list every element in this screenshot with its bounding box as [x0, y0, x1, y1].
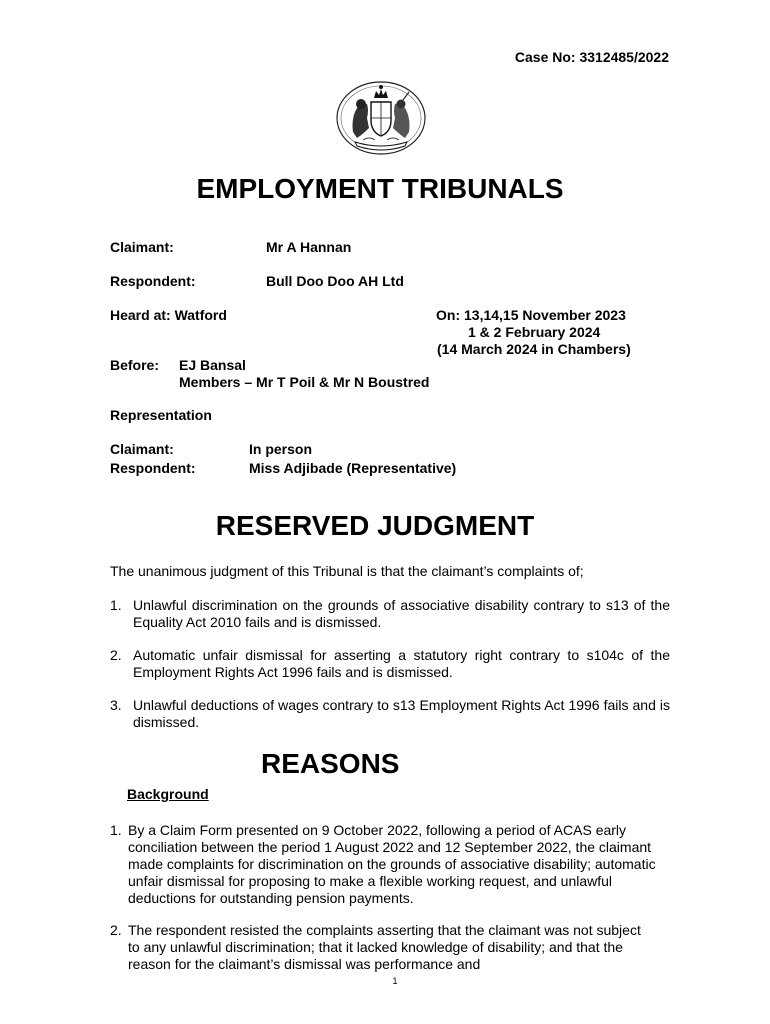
hearing-dates-line1: On: 13,14,15 November 2023: [436, 307, 626, 323]
judgment-item: [110, 647, 670, 681]
judgment-item-text: Automatic unfair dismissal for asserting a statutory right contrary to s104c of the Employment Rights Act 1996 fails and is dismissed.: [133, 647, 670, 680]
reasons-item-text: By a Claim Form presented on 9 October 2022, following a period of ACAS early conciliation between the period 1 August 2022 and 12 September 2022, the claimant made complaints for discrimination on the grounds of associative disability; automatic unfair dismissal for proposing to make a flexible working request, and unlawful deductions for outstanding pension payments.: [128, 822, 656, 906]
page-number: 1: [392, 976, 398, 986]
judgment-item: [110, 697, 670, 731]
reasons-item: [110, 922, 656, 973]
background-subheading: Background: [127, 786, 209, 802]
royal-coat-of-arms-icon: [333, 80, 429, 156]
respondent-label: Respondent:: [110, 273, 196, 289]
case-number: Case No: 3312485/2022: [514, 49, 669, 65]
claimant-name: Mr A Hannan: [266, 239, 352, 255]
rep-claimant-value: In person: [249, 441, 313, 457]
judgment-item: [110, 597, 670, 631]
judgment-item-number: 2.: [110, 647, 122, 663]
respondent-name: Bull Doo Doo AH Ltd: [266, 273, 404, 289]
judgment-intro: The unanimous judgment of this Tribunal is that the claimant’s complaints of;: [110, 563, 584, 579]
rep-claimant-label: Claimant:: [110, 441, 174, 457]
judgment-item-text: Unlawful deductions of wages contrary to s13 Employment Rights Act 1996 fails and is dismissed.: [133, 697, 670, 730]
rep-respondent-label: Respondent:: [110, 460, 196, 476]
members: Members – Mr T Poil & Mr N Boustred: [179, 374, 430, 390]
page-title: EMPLOYMENT TRIBUNALS: [196, 173, 564, 204]
reasons-item-number: 1.: [110, 822, 122, 838]
hearing-dates-line3: (14 March 2024 in Chambers): [437, 341, 631, 357]
judgment-heading: RESERVED JUDGMENT: [215, 510, 535, 541]
reasons-item-text: The respondent resisted the complaints asserting that the claimant was not subject to any unlawful discrimination; that it lacked knowledge of disability; and that the reason for the claimant’s dismissal was performance and: [128, 922, 641, 972]
before-label: Before:: [110, 357, 160, 373]
representation-heading: Representation: [110, 407, 212, 423]
reasons-item: [110, 822, 666, 907]
reasons-item-number: 2.: [110, 922, 122, 938]
claimant-label: Claimant:: [110, 239, 174, 255]
judgment-item-number: 3.: [110, 697, 122, 713]
judgment-item-number: 1.: [110, 597, 122, 613]
judge-name: EJ Bansal: [179, 357, 246, 373]
judgment-item-text: Unlawful discrimination on the grounds of associative disability contrary to s13 of the Equality Act 2010 fails and is dismissed.: [133, 597, 670, 630]
hearing-dates-line2: 1 & 2 February 2024: [468, 324, 601, 340]
heard-at: Heard at: Watford: [110, 307, 227, 323]
reasons-heading: REASONS: [261, 748, 400, 779]
rep-respondent-value: Miss Adjibade (Representative): [249, 460, 457, 476]
